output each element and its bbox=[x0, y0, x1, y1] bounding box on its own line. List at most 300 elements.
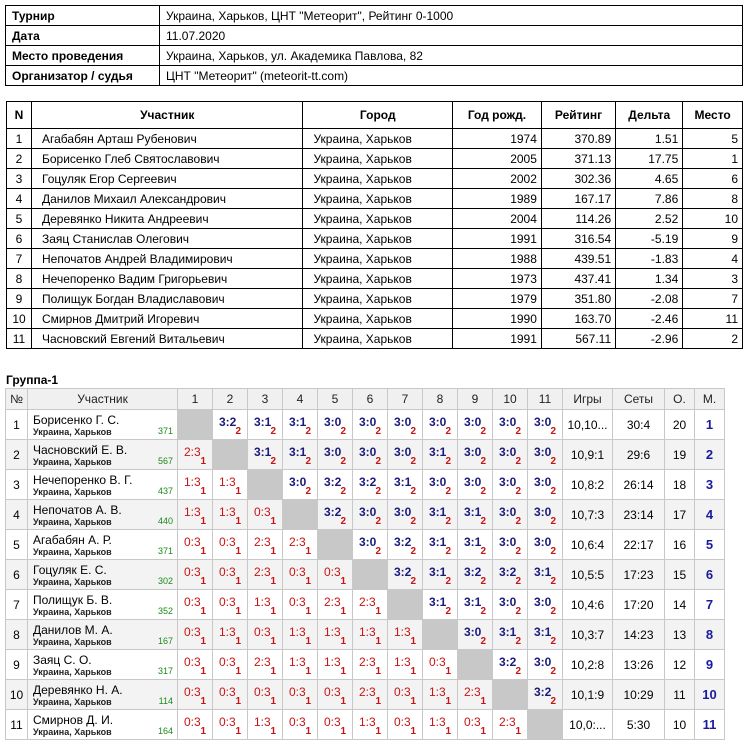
games-summary: 10,6:4 bbox=[563, 530, 613, 560]
match-result-cell[interactable] bbox=[423, 680, 458, 710]
match-score: 1:3 bbox=[184, 505, 201, 519]
match-points: 2 bbox=[550, 696, 556, 707]
match-score: 0:3 bbox=[184, 715, 201, 729]
participant-city: Украина, Харьков bbox=[303, 309, 453, 329]
match-result-cell[interactable] bbox=[423, 560, 458, 590]
match-points: 1 bbox=[235, 486, 241, 497]
sets-summary: 14:23 bbox=[613, 620, 665, 650]
match-result-cell[interactable] bbox=[388, 650, 423, 680]
match-result-cell[interactable] bbox=[528, 500, 563, 530]
match-score: 0:3 bbox=[184, 535, 201, 549]
match-result-cell[interactable] bbox=[283, 470, 318, 500]
match-score: 1:3 bbox=[429, 715, 446, 729]
match-result-cell[interactable] bbox=[388, 680, 423, 710]
match-result-cell[interactable] bbox=[213, 500, 248, 530]
group-header: 11 bbox=[528, 389, 563, 410]
rating: 439.51 bbox=[541, 249, 615, 269]
match-score: 0:3 bbox=[324, 685, 341, 699]
match-result-cell[interactable] bbox=[353, 680, 388, 710]
match-score: 3:0 bbox=[499, 445, 517, 459]
match-points: 2 bbox=[480, 606, 486, 617]
match-result-cell[interactable] bbox=[458, 530, 493, 560]
match-score: 3:0 bbox=[534, 505, 552, 519]
match-result-cell[interactable] bbox=[388, 620, 423, 650]
match-score: 1:3 bbox=[324, 625, 341, 639]
sets-summary: 17:20 bbox=[613, 590, 665, 620]
match-result-cell[interactable] bbox=[458, 590, 493, 620]
match-result-cell[interactable] bbox=[353, 410, 388, 440]
group-row-number: 4 bbox=[6, 500, 28, 530]
match-points: 1 bbox=[445, 726, 451, 737]
match-points: 2 bbox=[550, 546, 556, 557]
match-result-cell[interactable] bbox=[353, 620, 388, 650]
group-header: М. bbox=[695, 389, 725, 410]
match-result-cell[interactable] bbox=[493, 470, 528, 500]
match-result-cell[interactable] bbox=[318, 620, 353, 650]
diagonal-cell bbox=[353, 560, 388, 590]
group-header: 4 bbox=[283, 389, 318, 410]
match-result-cell[interactable] bbox=[388, 500, 423, 530]
final-place: 8 bbox=[683, 189, 743, 209]
match-score: 3:1 bbox=[429, 445, 447, 459]
sets-summary: 22:17 bbox=[613, 530, 665, 560]
birth-year: 1989 bbox=[453, 189, 542, 209]
group-row bbox=[6, 440, 725, 470]
player-name: Данилов М. А. bbox=[33, 622, 113, 637]
match-result-cell[interactable] bbox=[528, 680, 563, 710]
match-result-cell[interactable] bbox=[318, 650, 353, 680]
match-result-cell[interactable] bbox=[458, 620, 493, 650]
participant-name: Заяц Станислав Олегович bbox=[32, 229, 303, 249]
player-rating: 164 bbox=[157, 726, 173, 736]
match-result-cell[interactable] bbox=[248, 680, 283, 710]
match-result-cell[interactable] bbox=[318, 500, 353, 530]
match-result-cell[interactable] bbox=[248, 620, 283, 650]
match-result-cell[interactable] bbox=[178, 440, 213, 470]
match-result-cell[interactable] bbox=[318, 590, 353, 620]
match-score: 2:3 bbox=[359, 655, 376, 669]
match-result-cell[interactable] bbox=[388, 560, 423, 590]
place-value: 5 bbox=[695, 530, 725, 560]
match-points: 2 bbox=[375, 486, 381, 497]
match-result-cell[interactable] bbox=[178, 620, 213, 650]
rating-delta: -5.19 bbox=[616, 229, 683, 249]
player-rating: 352 bbox=[157, 606, 173, 616]
match-points: 2 bbox=[305, 456, 311, 467]
match-points: 2 bbox=[410, 426, 416, 437]
match-score: 0:3 bbox=[219, 595, 236, 609]
rating-delta: 7.86 bbox=[616, 189, 683, 209]
group-row bbox=[6, 710, 725, 740]
group-player-cell bbox=[28, 440, 178, 470]
row-number: 4 bbox=[7, 189, 32, 209]
match-result-cell[interactable] bbox=[318, 680, 353, 710]
place-value: 4 bbox=[695, 500, 725, 530]
participant-row bbox=[7, 209, 743, 229]
match-result-cell[interactable] bbox=[388, 470, 423, 500]
group-header: Сеты bbox=[613, 389, 665, 410]
match-result-cell[interactable] bbox=[388, 410, 423, 440]
match-result-cell[interactable] bbox=[493, 440, 528, 470]
match-result-cell[interactable] bbox=[493, 710, 528, 740]
match-points: 2 bbox=[445, 426, 451, 437]
match-result-cell[interactable] bbox=[423, 500, 458, 530]
match-result-cell[interactable] bbox=[248, 710, 283, 740]
match-result-cell[interactable] bbox=[283, 620, 318, 650]
birth-year: 2004 bbox=[453, 209, 542, 229]
player-name: Гоцуляк Е. С. bbox=[33, 562, 107, 577]
rating: 371.13 bbox=[541, 149, 615, 169]
match-result-cell[interactable] bbox=[283, 590, 318, 620]
points-total: 19 bbox=[665, 440, 695, 470]
match-result-cell[interactable] bbox=[248, 410, 283, 440]
player-rating: 317 bbox=[157, 666, 173, 676]
rating-delta: -2.08 bbox=[616, 289, 683, 309]
match-result-cell[interactable] bbox=[458, 440, 493, 470]
match-result-cell[interactable] bbox=[493, 650, 528, 680]
group-player-cell bbox=[28, 650, 178, 680]
match-points: 2 bbox=[410, 576, 416, 587]
group-header: 9 bbox=[458, 389, 493, 410]
info-key: Место проведения bbox=[6, 46, 160, 66]
match-score: 3:0 bbox=[394, 505, 412, 519]
match-points: 1 bbox=[340, 726, 346, 737]
birth-year: 1973 bbox=[453, 269, 542, 289]
birth-year: 1974 bbox=[453, 129, 542, 149]
row-number: 3 bbox=[7, 169, 32, 189]
match-result-cell[interactable] bbox=[318, 560, 353, 590]
games-summary: 10,9:1 bbox=[563, 440, 613, 470]
match-result-cell[interactable] bbox=[213, 470, 248, 500]
group-player-cell bbox=[28, 470, 178, 500]
match-result-cell[interactable] bbox=[213, 710, 248, 740]
player-rating: 167 bbox=[157, 636, 173, 646]
info-value: ЦНТ "Метеорит" (meteorit-tt.com) bbox=[160, 66, 743, 86]
match-points: 2 bbox=[550, 576, 556, 587]
match-result-cell[interactable] bbox=[248, 560, 283, 590]
match-score: 0:3 bbox=[219, 565, 236, 579]
match-result-cell[interactable] bbox=[283, 710, 318, 740]
match-result-cell[interactable] bbox=[178, 650, 213, 680]
match-result-cell[interactable] bbox=[353, 440, 388, 470]
match-result-cell[interactable] bbox=[388, 440, 423, 470]
participants-header: Год рожд. bbox=[453, 102, 542, 129]
rating-delta: -2.46 bbox=[616, 309, 683, 329]
rating: 351.80 bbox=[541, 289, 615, 309]
match-score: 0:3 bbox=[324, 565, 341, 579]
match-points: 2 bbox=[445, 576, 451, 587]
match-score: 0:3 bbox=[289, 685, 306, 699]
match-result-cell[interactable] bbox=[178, 530, 213, 560]
match-points: 1 bbox=[305, 726, 311, 737]
points-total: 17 bbox=[665, 500, 695, 530]
match-score: 1:3 bbox=[289, 625, 306, 639]
match-result-cell[interactable] bbox=[318, 410, 353, 440]
match-points: 1 bbox=[305, 576, 311, 587]
match-points: 2 bbox=[550, 486, 556, 497]
match-result-cell[interactable] bbox=[388, 530, 423, 560]
match-score: 3:1 bbox=[289, 415, 307, 429]
match-score: 3:0 bbox=[359, 445, 377, 459]
player-name: Смирнов Д. И. bbox=[33, 712, 114, 727]
diagonal-cell bbox=[493, 680, 528, 710]
match-result-cell[interactable] bbox=[423, 590, 458, 620]
participant-row bbox=[7, 229, 743, 249]
match-score: 1:3 bbox=[219, 505, 236, 519]
participant-city: Украина, Харьков bbox=[303, 169, 453, 189]
group-player-cell bbox=[28, 560, 178, 590]
match-result-cell[interactable] bbox=[283, 530, 318, 560]
match-result-cell[interactable] bbox=[283, 680, 318, 710]
match-result-cell[interactable] bbox=[213, 590, 248, 620]
group-row-number: 8 bbox=[6, 620, 28, 650]
match-points: 2 bbox=[515, 606, 521, 617]
match-result-cell[interactable] bbox=[458, 680, 493, 710]
group-row bbox=[6, 680, 725, 710]
row-number: 5 bbox=[7, 209, 32, 229]
match-points: 1 bbox=[200, 516, 206, 527]
match-result-cell[interactable] bbox=[318, 440, 353, 470]
match-points: 1 bbox=[445, 666, 451, 677]
match-score: 1:3 bbox=[324, 655, 341, 669]
match-points: 1 bbox=[375, 726, 381, 737]
match-result-cell[interactable] bbox=[493, 500, 528, 530]
match-result-cell[interactable] bbox=[493, 560, 528, 590]
match-result-cell[interactable] bbox=[493, 590, 528, 620]
player-name: Часновский Е. В. bbox=[33, 442, 128, 457]
match-score: 1:3 bbox=[184, 475, 201, 489]
match-result-cell[interactable] bbox=[458, 500, 493, 530]
match-result-cell[interactable] bbox=[178, 560, 213, 590]
match-points: 2 bbox=[515, 516, 521, 527]
match-result-cell[interactable] bbox=[283, 560, 318, 590]
participants-header: Рейтинг bbox=[541, 102, 615, 129]
match-points: 1 bbox=[200, 456, 206, 467]
match-result-cell[interactable] bbox=[493, 410, 528, 440]
match-score: 0:3 bbox=[394, 685, 411, 699]
match-score: 3:2 bbox=[394, 535, 412, 549]
match-result-cell[interactable] bbox=[528, 560, 563, 590]
player-name: Полищук Б. В. bbox=[33, 592, 113, 607]
row-number: 6 bbox=[7, 229, 32, 249]
match-result-cell[interactable] bbox=[528, 410, 563, 440]
match-result-cell[interactable] bbox=[283, 650, 318, 680]
match-result-cell[interactable] bbox=[423, 410, 458, 440]
match-points: 1 bbox=[305, 546, 311, 557]
match-result-cell[interactable] bbox=[353, 530, 388, 560]
points-total: 10 bbox=[665, 710, 695, 740]
participant-city: Украина, Харьков bbox=[303, 269, 453, 289]
games-summary: 10,2:8 bbox=[563, 650, 613, 680]
match-score: 3:0 bbox=[534, 475, 552, 489]
match-result-cell[interactable] bbox=[318, 470, 353, 500]
match-result-cell[interactable] bbox=[353, 500, 388, 530]
match-points: 2 bbox=[480, 546, 486, 557]
match-result-cell[interactable] bbox=[458, 470, 493, 500]
group-row-number: 5 bbox=[6, 530, 28, 560]
match-score: 3:1 bbox=[429, 565, 447, 579]
match-points: 2 bbox=[340, 426, 346, 437]
birth-year: 2002 bbox=[453, 169, 542, 189]
place-value: 7 bbox=[695, 590, 725, 620]
match-points: 1 bbox=[305, 606, 311, 617]
match-points: 2 bbox=[340, 486, 346, 497]
match-result-cell[interactable] bbox=[213, 680, 248, 710]
match-result-cell[interactable] bbox=[213, 530, 248, 560]
participant-row bbox=[7, 309, 743, 329]
match-result-cell[interactable] bbox=[388, 710, 423, 740]
match-points: 2 bbox=[445, 486, 451, 497]
match-result-cell[interactable] bbox=[248, 530, 283, 560]
match-score: 0:3 bbox=[254, 625, 271, 639]
match-result-cell[interactable] bbox=[528, 530, 563, 560]
match-result-cell[interactable] bbox=[528, 620, 563, 650]
match-points: 1 bbox=[235, 516, 241, 527]
final-place: 2 bbox=[683, 329, 743, 349]
match-score: 3:1 bbox=[464, 505, 482, 519]
match-result-cell[interactable] bbox=[213, 560, 248, 590]
final-place: 7 bbox=[683, 289, 743, 309]
info-row bbox=[6, 46, 743, 66]
match-result-cell[interactable] bbox=[178, 590, 213, 620]
match-result-cell[interactable] bbox=[528, 470, 563, 500]
match-points: 2 bbox=[340, 516, 346, 527]
points-total: 11 bbox=[665, 680, 695, 710]
match-result-cell[interactable] bbox=[353, 470, 388, 500]
diagonal-cell bbox=[388, 590, 423, 620]
match-points: 1 bbox=[270, 666, 276, 677]
match-points: 1 bbox=[235, 726, 241, 737]
participants-header: Место bbox=[683, 102, 743, 129]
group-row bbox=[6, 410, 725, 440]
rating: 370.89 bbox=[541, 129, 615, 149]
match-score: 0:3 bbox=[184, 595, 201, 609]
match-result-cell[interactable] bbox=[353, 590, 388, 620]
match-points: 2 bbox=[550, 636, 556, 647]
participant-row bbox=[7, 249, 743, 269]
player-city: Украина, Харьков bbox=[33, 576, 112, 587]
match-points: 2 bbox=[270, 426, 276, 437]
participants-header: Город bbox=[303, 102, 453, 129]
group-player-cell bbox=[28, 590, 178, 620]
participant-city: Украина, Харьков bbox=[303, 229, 453, 249]
match-result-cell[interactable] bbox=[493, 620, 528, 650]
place-value: 9 bbox=[695, 650, 725, 680]
match-result-cell[interactable] bbox=[528, 440, 563, 470]
match-result-cell[interactable] bbox=[458, 410, 493, 440]
match-result-cell[interactable] bbox=[283, 410, 318, 440]
match-points: 1 bbox=[340, 636, 346, 647]
match-points: 2 bbox=[515, 636, 521, 647]
match-points: 2 bbox=[515, 666, 521, 677]
match-result-cell[interactable] bbox=[248, 650, 283, 680]
match-result-cell[interactable] bbox=[248, 500, 283, 530]
match-score: 0:3 bbox=[219, 655, 236, 669]
match-points: 1 bbox=[410, 666, 416, 677]
match-points: 1 bbox=[480, 726, 486, 737]
match-score: 3:2 bbox=[464, 565, 482, 579]
player-rating: 371 bbox=[157, 426, 173, 436]
match-result-cell[interactable] bbox=[353, 710, 388, 740]
match-result-cell[interactable] bbox=[178, 680, 213, 710]
player-rating: 371 bbox=[157, 546, 173, 556]
player-name: Деревянко Н. А. bbox=[33, 682, 123, 697]
sets-summary: 26:14 bbox=[613, 470, 665, 500]
match-score: 3:2 bbox=[324, 505, 342, 519]
match-score: 1:3 bbox=[394, 625, 411, 639]
match-result-cell[interactable] bbox=[528, 590, 563, 620]
match-score: 3:0 bbox=[499, 595, 517, 609]
match-points: 1 bbox=[200, 636, 206, 647]
match-result-cell[interactable] bbox=[423, 530, 458, 560]
match-result-cell[interactable] bbox=[213, 650, 248, 680]
match-score: 1:3 bbox=[394, 655, 411, 669]
match-result-cell[interactable] bbox=[423, 710, 458, 740]
match-score: 3:0 bbox=[324, 415, 342, 429]
match-result-cell[interactable] bbox=[528, 650, 563, 680]
match-points: 1 bbox=[200, 696, 206, 707]
participant-row bbox=[7, 189, 743, 209]
match-result-cell[interactable] bbox=[458, 560, 493, 590]
match-score: 2:3 bbox=[359, 685, 376, 699]
match-result-cell[interactable] bbox=[423, 650, 458, 680]
participant-name: Нечепоренко Вадим Григорьевич bbox=[32, 269, 303, 289]
match-result-cell[interactable] bbox=[458, 710, 493, 740]
final-place: 3 bbox=[683, 269, 743, 289]
sets-summary: 13:26 bbox=[613, 650, 665, 680]
match-points: 2 bbox=[515, 576, 521, 587]
final-place: 10 bbox=[683, 209, 743, 229]
match-score: 3:2 bbox=[534, 685, 552, 699]
match-result-cell[interactable] bbox=[283, 440, 318, 470]
match-result-cell[interactable] bbox=[178, 470, 213, 500]
info-key: Дата bbox=[6, 26, 160, 46]
match-points: 1 bbox=[200, 546, 206, 557]
match-score: 3:1 bbox=[429, 595, 447, 609]
player-rating: 440 bbox=[157, 516, 173, 526]
birth-year: 1979 bbox=[453, 289, 542, 309]
group-row bbox=[6, 530, 725, 560]
match-score: 3:1 bbox=[464, 595, 482, 609]
match-result-cell[interactable] bbox=[318, 710, 353, 740]
match-result-cell[interactable] bbox=[178, 710, 213, 740]
player-city: Украина, Харьков bbox=[33, 516, 112, 527]
match-result-cell[interactable] bbox=[178, 500, 213, 530]
match-score: 3:2 bbox=[219, 415, 237, 429]
participant-row bbox=[7, 129, 743, 149]
match-result-cell[interactable] bbox=[248, 590, 283, 620]
match-result-cell[interactable] bbox=[423, 440, 458, 470]
participant-name: Смирнов Дмитрий Игоревич bbox=[32, 309, 303, 329]
match-score: 0:3 bbox=[184, 685, 201, 699]
diagonal-cell bbox=[213, 440, 248, 470]
match-points: 2 bbox=[480, 486, 486, 497]
match-result-cell[interactable] bbox=[213, 410, 248, 440]
participant-row bbox=[7, 329, 743, 349]
participants-header: Участник bbox=[32, 102, 303, 129]
match-result-cell[interactable] bbox=[423, 470, 458, 500]
match-result-cell[interactable] bbox=[248, 440, 283, 470]
match-result-cell[interactable] bbox=[493, 530, 528, 560]
match-result-cell[interactable] bbox=[353, 650, 388, 680]
match-result-cell[interactable] bbox=[213, 620, 248, 650]
match-points: 2 bbox=[480, 576, 486, 587]
match-score: 3:1 bbox=[499, 625, 517, 639]
match-score: 3:0 bbox=[429, 415, 447, 429]
participants-table bbox=[6, 101, 743, 349]
group-header: 10 bbox=[493, 389, 528, 410]
info-value: Украина, Харьков, ул. Академика Павлова, 82 bbox=[160, 46, 743, 66]
